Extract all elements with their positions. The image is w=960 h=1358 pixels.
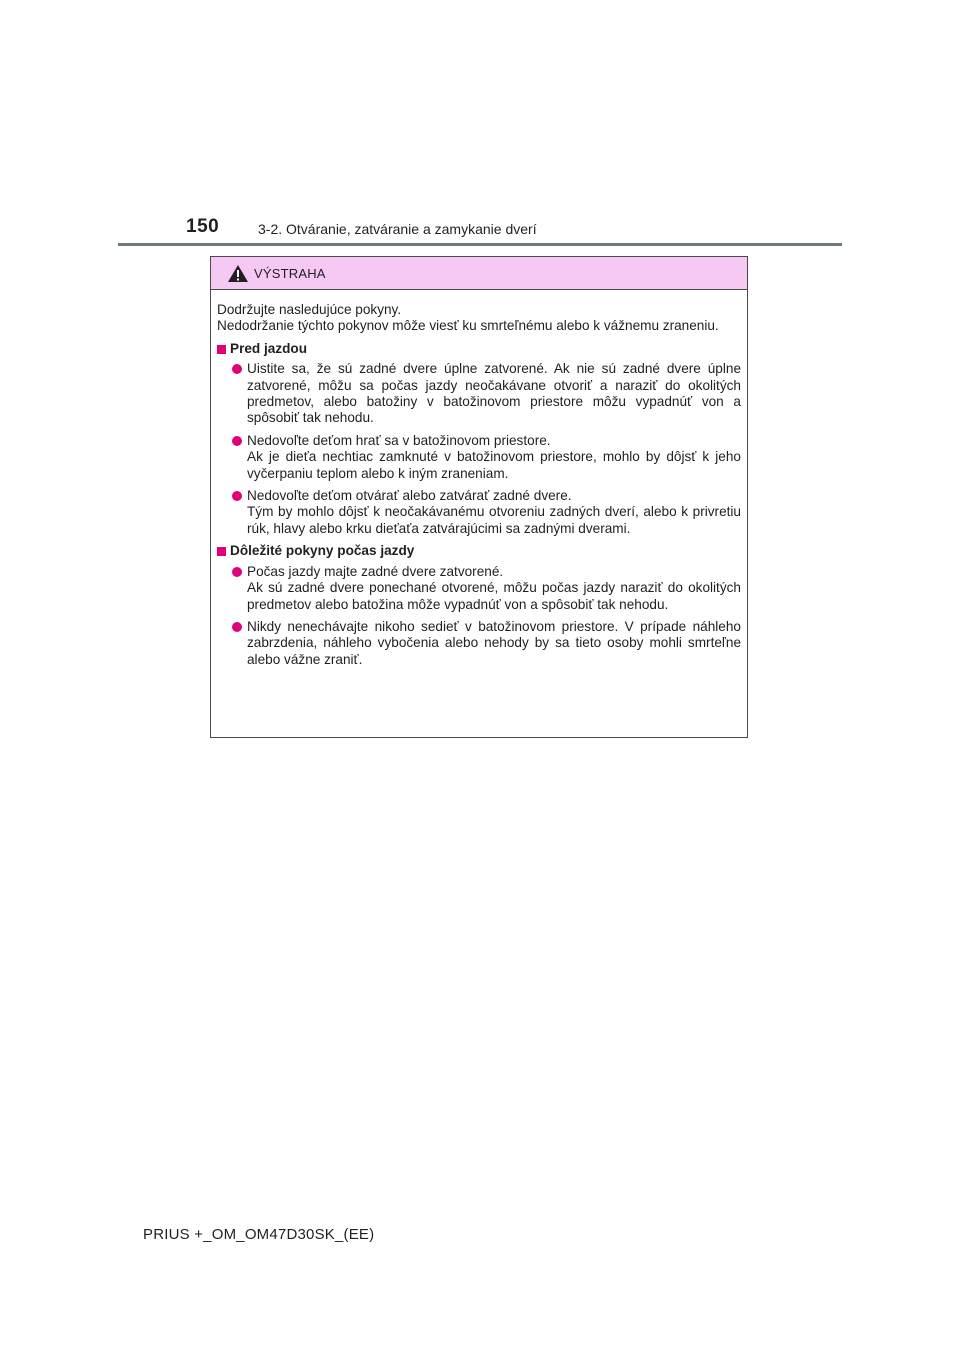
section-heading: Pred jazdou	[230, 340, 308, 356]
document-code: PRIUS +_OM_OM47D30SK_(EE)	[143, 1226, 375, 1243]
page-number: 150	[186, 216, 220, 237]
intro-line: Nedodržanie týchto pokynov môže viesť ku smrteľnému alebo k vážnemu zraneniu.	[217, 318, 719, 334]
item-text: Ak je dieťa nechtiac zamknuté v batožinovom priestore, mohlo by dôjsť k jeho vyčerpaniu teplom alebo k iným zraneniam.	[247, 449, 741, 481]
section-title: 3-2. Otváranie, zatváranie a zamykanie dverí	[258, 221, 537, 237]
dot-bullet-icon	[232, 491, 242, 501]
dot-bullet-icon	[232, 364, 242, 374]
list-item	[232, 564, 741, 613]
warning-triangle-icon	[227, 264, 249, 283]
dot-bullet-icon	[232, 436, 242, 446]
square-bullet-icon	[217, 547, 226, 556]
item-text: Nedovoľte deťom hrať sa v batožinovom priestore.	[247, 432, 551, 448]
list-item	[232, 361, 741, 427]
warning-header	[211, 257, 747, 290]
item-text: Tým by mohlo dôjsť k neočakávanému otvoreniu zadných dverí, alebo k privretiu rúk, hlavy alebo krku dieťaťa zatvárajúcimi sa zadnými dverami.	[247, 504, 741, 536]
list-item	[232, 433, 741, 482]
item-text: Uistite sa, že sú zadné dvere úplne zatvorené. Ak nie sú zadné dvere úplne zatvorené, môžu sa počas jazdy neočakávane otvoriť a naraziť do okolitých predmetov, alebo batožiny v batožinovom priestore môžu vypadnúť von a spôsobiť tak nehodu.	[247, 361, 741, 426]
dot-bullet-icon	[232, 567, 242, 577]
item-text: Nedovoľte deťom otvárať alebo zatvárať zadné dvere.	[247, 488, 572, 504]
intro-line: Dodržujte nasledujúce pokyny.	[217, 302, 402, 317]
item-text: Nikdy nenechávajte nikoho sedieť v batožinovom priestore. V prípade náhleho zabrzdenia, náhleho vybočenia alebo nehody by sa tieto osoby mohli smrteľne alebo vážne zraniť.	[247, 618, 741, 667]
header-rule	[118, 243, 842, 246]
warning-box	[210, 256, 748, 738]
square-bullet-icon	[217, 345, 226, 354]
warning-label: VÝSTRAHA	[254, 265, 326, 281]
section-heading: Dôležité pokyny počas jazdy	[230, 543, 415, 559]
item-text: Ak sú zadné dvere ponechané otvorené, môžu počas jazdy naraziť do okolitých predmetov alebo batožina môže vypadnúť von a spôsobiť tak nehodu.	[247, 580, 741, 612]
dot-bullet-icon	[232, 622, 242, 632]
item-text: Počas jazdy majte zadné dvere zatvorené.	[247, 563, 504, 579]
list-item	[232, 488, 741, 537]
list-item	[232, 619, 741, 668]
warning-body	[211, 290, 747, 668]
section-while-driving	[217, 543, 741, 668]
section-before-driving	[217, 341, 741, 537]
warning-intro	[217, 302, 741, 335]
